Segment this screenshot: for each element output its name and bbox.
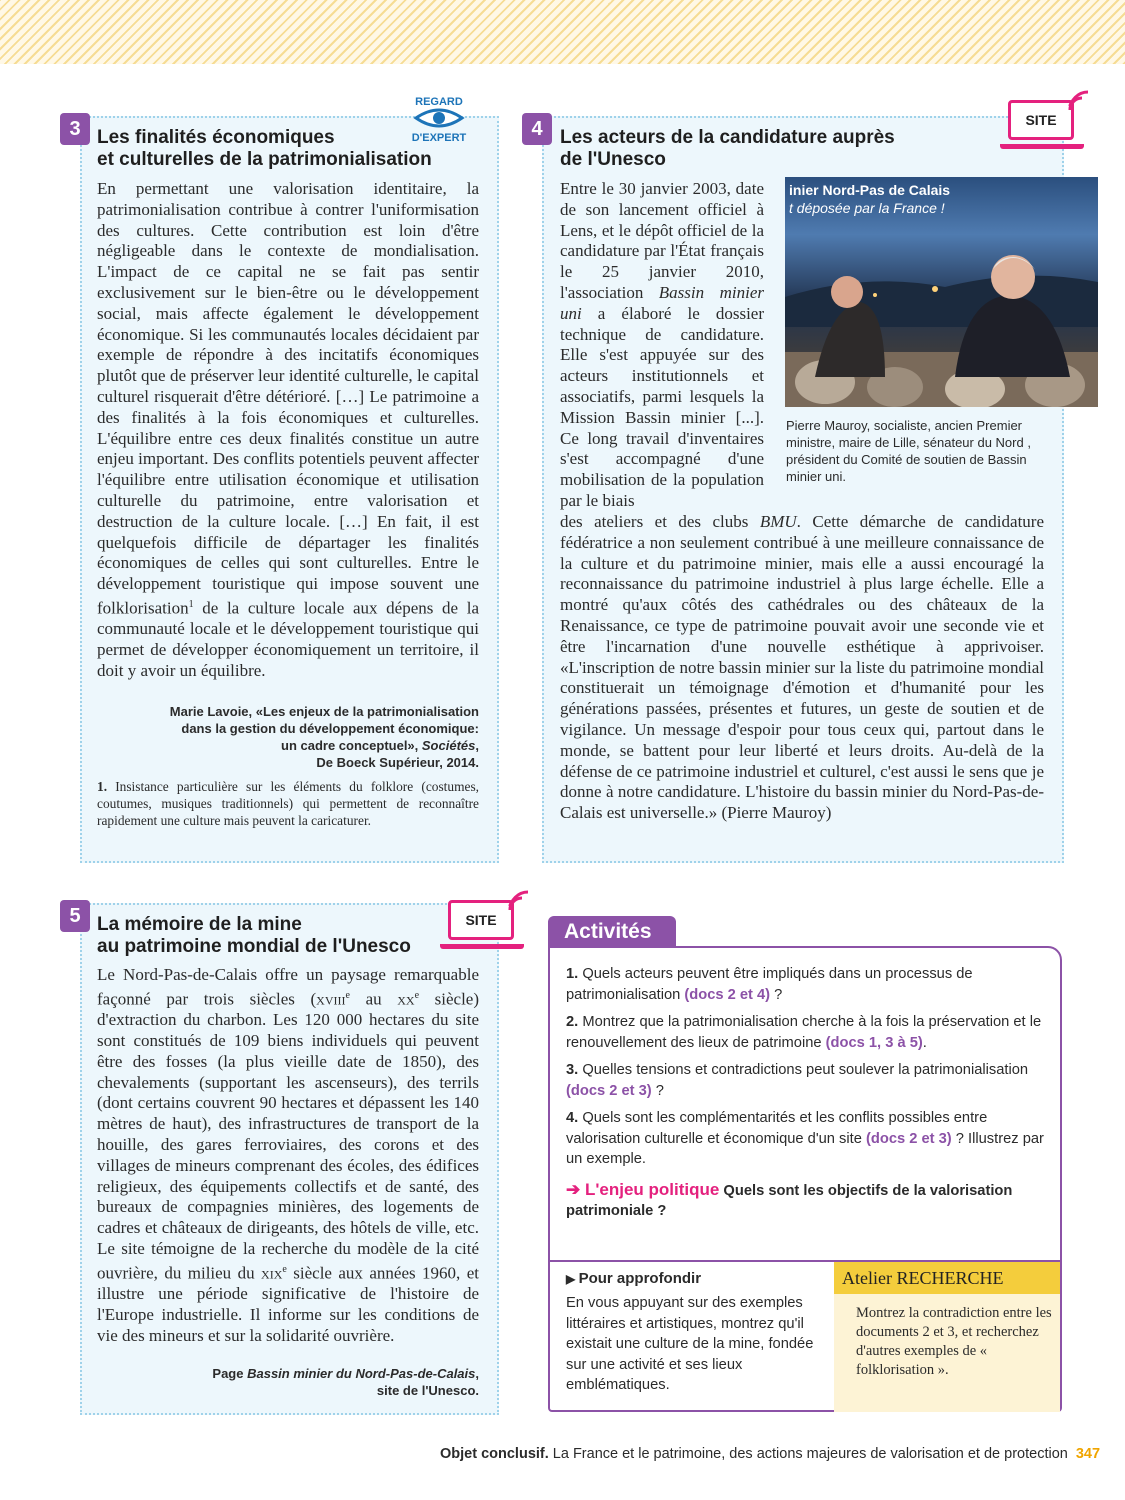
document-5-title <box>97 914 437 958</box>
century-20: xx <box>397 989 415 1009</box>
enjeu-politique <box>566 1180 1052 1222</box>
source5-title: Bassin minier du Nord-Pas-de-Calais <box>247 1366 476 1381</box>
question-1 <box>566 964 1052 1005</box>
activities-tab: Activités <box>548 916 676 948</box>
atelier-recherche-text: Montrez la contradiction entre les documents 2 et 3, et recherchez d'autres exemples de « folklorisation ». <box>856 1305 1052 1378</box>
question-1-text: Quels acteurs peuvent être impliqués dans un processus de patrimonialisation <box>566 966 973 1003</box>
arrow-right-icon: ➔ <box>566 1179 585 1199</box>
document-4-title <box>560 127 980 171</box>
top-decorative-band <box>0 0 1125 64</box>
document-5-text-part1: Le Nord-Pas-de-Calais offre un paysage remarquable façonné par trois siècles ( <box>97 965 479 1009</box>
pour-approfondir-title: Pour approfondir <box>578 1270 702 1287</box>
question-1-end: ? <box>770 986 783 1003</box>
document-4-col-text-part2: a élaboré le dossier technique de candidature. Elle s'est appuyée sur des acteurs institutionnels et associatifs, parmi lesquels la Mission Bassin minier [...]. Ce long travail d'inventaires s'est accompagné d'une mobilisation de la population par le biais <box>560 303 764 510</box>
question-4-end: ? Illustrez par un exemple. <box>566 1130 1044 1167</box>
source-line1: Marie Lavoie, «Les enjeux de la patrimonialisation <box>169 704 479 719</box>
page-number: 347 <box>1075 1446 1101 1462</box>
document-5-source <box>97 1365 479 1399</box>
bmu-abbr: BMU <box>759 512 797 531</box>
document-3-footnote <box>97 778 479 829</box>
document-4-full-text-part2: . Cette démarche de candidature fédératrice a non seulement contribué à une meilleure connaissance de la culture et du patrimoine minier, mais elle a aussi encouragé la reconnaissance du patrimoine industriel à plus large échelle. Elle a montré qu'aux côtés des cathédrales ou des châteaux de la Renaissance, ce type de patrimoine pouvait avoir une seconde vie et être l'incarnation d'une nouvelle esthétique à apprivoiser. «L'inscription de notre bassin minier sur la liste du patrimoine mondial constituerait un témoignage d'émotion et d'humanité pour les générations passées, présentes et futures, un geste de soutien et de vigilance. Un message d'espoir pour tous ceux qui, partout dans le monde, se battent pour leur liberté et leurs droits. Au-delà de la défense de ce patrimoine industriel et culturel, c'est aussi le sens que je donne à notre candidature. L'histoire du bassin minier du Nord-Pas-de-Calais est universelle.» (Pierre Mauroy) <box>560 512 1044 823</box>
document-5-text-part4: siècle aux années 1960, et illustre une période significative de l'histoire de l'Europe industrielle. Il informe sur les conditions de vie des mineurs et sur la solidarité ouvrière. <box>97 1263 479 1345</box>
photo-banner-line1: inier Nord-Pas de Calais <box>789 182 951 198</box>
document-5-title-line2: au patrimoine mondial de l'Unesco <box>97 936 411 957</box>
footnote-ref: 1 <box>188 598 194 610</box>
document-4-title-line1: Les acteurs de la candidature auprès <box>560 127 895 148</box>
document-5-text-part2: au <box>349 989 398 1009</box>
document-3-title-line1: Les finalités économiques <box>97 127 335 148</box>
page-footer <box>440 1446 1101 1462</box>
activities-questions <box>566 964 1052 1229</box>
wifi-icon <box>1066 84 1092 110</box>
pierre-mauroy-photo <box>785 177 1098 407</box>
document-4-title-line2: de l'Unesco <box>560 149 666 170</box>
triangle-right-icon: ▶ <box>566 1272 579 1286</box>
century-18-sup: e <box>345 989 350 1001</box>
question-1-number: 1. <box>566 966 579 982</box>
photo-scene <box>785 177 1098 407</box>
source-journal: Sociétés <box>421 738 476 753</box>
atelier-recherche <box>834 1262 1060 1412</box>
source-comma: , <box>475 738 479 753</box>
century-19: xix <box>261 1263 283 1283</box>
site-label: SITE <box>1008 100 1074 140</box>
question-2-number: 2. <box>566 1014 579 1030</box>
document-3-title <box>97 127 477 171</box>
question-4-ref: (docs 2 et 3) <box>866 1130 952 1147</box>
pour-approfondir <box>566 1270 828 1396</box>
regard-label: REGARD <box>415 96 463 108</box>
activities-box <box>548 946 1062 1412</box>
document-5-text-part3: siècle) d'extraction du charbon. Les 120 000 hectares du site sont constitués de 109 biens individuels qui peuvent être des fosses (la plus vieille date de 1850), des chevalements (supportant les ascenseurs), des terrils (dont certains couvrent 90 hectares et dépassent les 140 mètres de haut), des infrastructures de transport de la houille, des gares ferroviaires, des corons et des villages de mineurs comprenant des écoles, des édifices religieux, des équipements collectifs et de santé, des bureaux de compagnies minières, des logements de cadres et châteaux de dirigeants, des hôtels de ville, etc. Le site témoigne de la recherche du modèle de la cité ouvrière, du milieu du <box>97 989 480 1283</box>
question-2-text: Montrez que la patrimonialisation cherche à la fois la préservation et le renouvellement des lieux de patrimoine <box>566 1014 1042 1051</box>
document-4-full-text-part1: des ateliers et des clubs <box>560 512 760 531</box>
century-19-sup: e <box>282 1263 287 1275</box>
pour-approfondir-text: En vous appuyant sur des exemples littéraires et artistiques, montrez qu'il existait une culture de la mine, fondée sur une activité et ses lieux emblématiques. <box>566 1295 814 1393</box>
question-2 <box>566 1012 1052 1053</box>
question-3-number: 3. <box>566 1062 579 1078</box>
century-20-sup: e <box>414 989 420 1001</box>
atelier-recherche-title: Atelier RECHERCHE <box>834 1262 1060 1294</box>
question-2-ref: (docs 1, 3 à 5) <box>825 1034 923 1051</box>
document-3-source <box>97 703 479 771</box>
document-3-title-line2: et culturelles de la patrimonialisation <box>97 149 432 170</box>
footer-label: Objet conclusif. <box>440 1446 549 1462</box>
source-line3: un cadre conceptuel», <box>281 738 422 753</box>
document-5-site-badge <box>440 900 530 952</box>
source-line2: dans la gestion du développement économique: <box>181 721 479 736</box>
source5-line2: site de l'Unesco. <box>376 1383 479 1398</box>
expert-label: D'EXPERT <box>411 132 467 144</box>
enjeu-label: L'enjeu politique <box>584 1179 720 1199</box>
source-line4: De Boeck Supérieur, 2014. <box>316 755 479 770</box>
document-4-number: 4 <box>522 113 552 145</box>
footer-text: La France et le patrimoine, des actions majeures de valorisation et de protection <box>548 1446 1068 1462</box>
question-2-end: . <box>922 1034 927 1051</box>
question-3 <box>566 1060 1052 1101</box>
document-4-site-badge <box>1000 100 1090 152</box>
question-4-number: 4. <box>566 1110 579 1126</box>
association-name: Bassin minier uni <box>560 282 764 323</box>
source5-prefix: Page <box>212 1366 248 1381</box>
source5-comma: , <box>475 1366 479 1381</box>
enjeu-text: Quels sont les objectifs de la valorisation patrimoniale ? <box>566 1182 1013 1219</box>
photo-caption: Pierre Mauroy, socialiste, ancien Premier ministre, maire de Lille, sénateur du Nord , président du Comité de soutien de Bassin minier uni. <box>786 418 1031 484</box>
question-4 <box>566 1108 1052 1170</box>
document-3-text-part2: de la culture locale aux dépens de la communauté locale et le développement touristique qui permet de développer économiquement un territoire, il doit y avoir un équilibre. <box>97 598 479 680</box>
document-5-number: 5 <box>60 900 90 932</box>
document-3-text-part1: En permettant une valorisation identitaire, la patrimonialisation contribue à contrer l'uniformisation des cultures. Cette contribution est loin d'être négligeable dans le contexte de mondialisation. L'impact de ce capital ne se fait pas sentir exclusivement sur le bien-être ou le développement social, mais affecte également le développement économique. Si les communautés locales décidaient par exemple de répondre à des incitatifs économiques plutôt que de préserver leur identité culturelle, le capital culturel risquerait d'être détérioré. […] Le patrimoine a des finalités à la fois économiques et culturelles. L'équilibre entre ces deux finalités constitue un autre enjeu important. Des conflits potentiels peuvent affecter l'équilibre entre utilisation économique et utilisation culturelle du patrimoine, entre valorisation et destruction de la culture locale. […] En fait, il est quelquefois difficile de départager les finalités économiques de celles qui sont culturelles. Entre le développement touristique qui impose souvent une folklorisation <box>97 179 479 618</box>
footnote-number: 1. <box>97 779 108 794</box>
question-3-end: ? <box>651 1082 664 1099</box>
question-4-text: Quels sont les complémentarités et les conflits possibles entre valorisation culturelle et économique d'un site <box>566 1110 988 1147</box>
footnote-text: Insistance particulière sur les éléments du folklore (costumes, coutumes, musiques traditionnels) qui permettent de reconnaître rapidement une culture mais peuvent la caricaturer. <box>97 779 479 828</box>
document-4-full-text <box>560 512 1044 824</box>
question-3-ref: (docs 2 et 3) <box>566 1082 652 1099</box>
century-18: xviii <box>316 989 346 1009</box>
document-5-text <box>97 965 479 1347</box>
question-3-text: Quelles tensions et contradictions peut soulever la patrimonialisation <box>578 1062 1029 1078</box>
site-label: SITE <box>448 900 514 940</box>
document-4-col-text-part1: Entre le 30 janvier 2003, date de son lancement officiel à Lens, et le dépôt officiel de la candidature par l'État français le 25 janvier 2010, l'association <box>560 179 764 302</box>
document-4-column-text <box>560 179 764 512</box>
wifi-icon <box>506 884 532 910</box>
document-5-title-line1: La mémoire de la mine <box>97 914 302 935</box>
question-1-ref: (docs 2 et 4) <box>684 986 771 1003</box>
document-3-number: 3 <box>60 113 90 145</box>
photo-banner-line2: t déposée par la France ! <box>789 200 945 216</box>
document-3-text <box>97 179 479 682</box>
